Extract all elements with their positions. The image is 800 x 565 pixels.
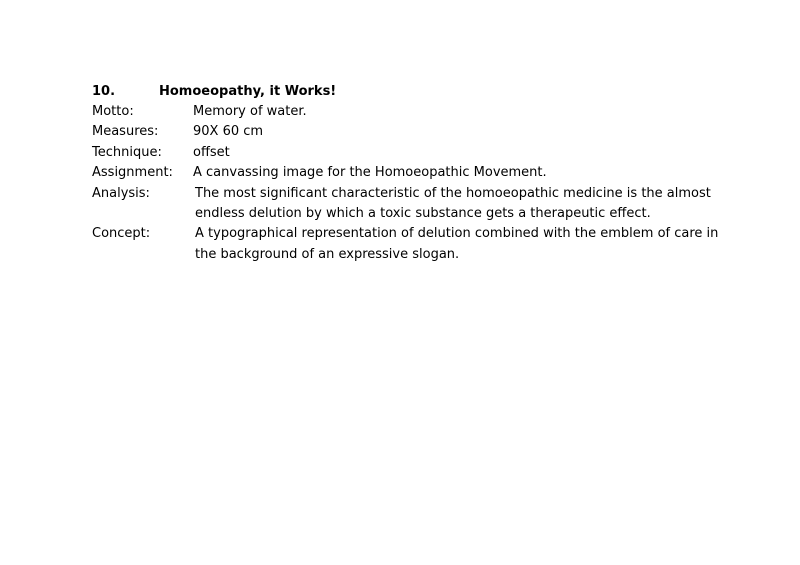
field-label-concept: Concept:	[92, 226, 151, 242]
field-value-analysis: The most significant characteristic of the homoeopathic medicine is the almost endless delution by which a toxic substance gets a therapeutic effect.	[195, 185, 711, 222]
field-label-measures: Measures:	[92, 124, 159, 140]
field-label-analysis: Analysis:	[92, 185, 150, 201]
field-row-measures	[92, 122, 732, 142]
entry-title: Homoeopathy, it Works!	[159, 84, 337, 99]
field-label-motto: Motto:	[92, 104, 134, 119]
entry-number: 10.	[92, 84, 116, 99]
field-row-assignment	[92, 163, 732, 183]
field-label-technique: Technique:	[92, 144, 162, 160]
field-value-assignment: A canvassing image for the Homoeopathic Movement.	[193, 165, 547, 181]
field-value-measures: 90X 60 cm	[193, 124, 264, 140]
entry-heading	[92, 82, 732, 102]
field-row-analysis	[92, 184, 732, 225]
field-row-concept	[92, 224, 732, 265]
field-value-technique: offset	[193, 144, 230, 160]
field-label-assignment: Assignment:	[92, 165, 173, 181]
field-value-motto: Memory of water.	[193, 104, 307, 119]
field-row-technique	[92, 143, 732, 163]
field-row-motto	[92, 102, 732, 122]
field-value-concept: A typographical representation of delution combined with the emblem of care in the background of an expressive slogan.	[195, 226, 719, 262]
document-body	[92, 82, 732, 265]
